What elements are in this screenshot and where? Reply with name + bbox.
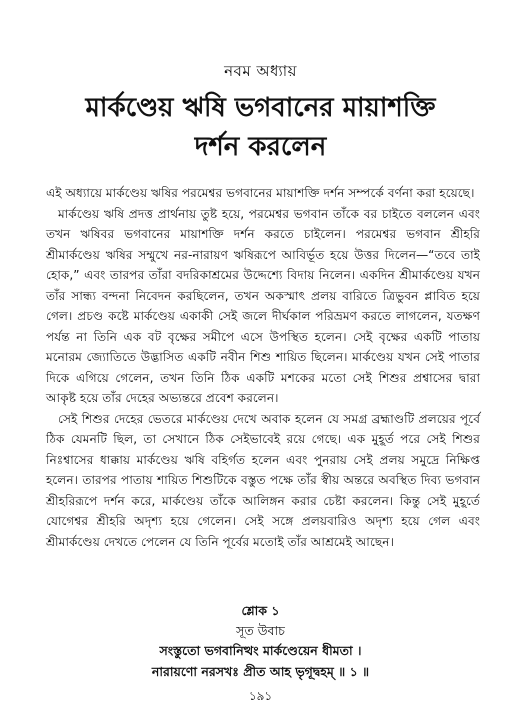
summary-paragraph-1: এই অধ্যায়ে মার্কণ্ডেয় ঋষির পরমেশ্বর ভগবানের মায়াশক্তি দর্শন সম্পর্কে বর্ণনা করা হয়েছে।	[46, 186, 475, 200]
verse-heading: শ্লোক ১	[241, 603, 280, 618]
summary-paragraph-3: সেই শিশুর দেহের ভেতরে মার্কণ্ডেয় দেখে অবাক হলেন যে সমগ্র ব্রহ্মাণ্ডটি প্রলয়ের পূর্বে ঠিক যেমনটি ছিল, তা সেখানে ঠিক সেইভাবেই রয়ে গেছে। এক মুহূর্ত পরে সেই শিশুর নিঃশ্বাসের ধাক্কায় মার্কণ্ডেয় ঋষি বহির্গত হলেন এবং পুনরায় সেই প্রলয় সমুদ্রে নিক্ষিপ্ত হলেন। তারপর পাতায় শায়িত শিশুটিকে বস্তুত পক্ষে তাঁর স্বীয় অন্তরে অবস্থিত দিব্য ভগবান শ্রীহরিরূপে দর্শন করে, মার্কণ্ডেয় তাঁকে আলিঙ্গন করার চেষ্টা করলেন। কিন্তু সেই মুহূর্তে যোগেশ্বর শ্রীহরি অদৃশ্য হয়ে গেলেন। সেই সঙ্গে প্রলয়বারিও অদৃশ্য হয়ে গেল এবং শ্রীমার্কণ্ডেয় দেখতে পেলেন যে তিনি পূর্বের মতোই তাঁর আশ্রমেই আছেন।	[46, 411, 480, 549]
verse-speaker: সূত উবাচ	[236, 623, 285, 638]
chapter-summary	[46, 183, 480, 552]
chapter-title-line-1: মার্কণ্ডেয় ঋষি ভগবানের মায়াশক্তি	[85, 93, 436, 123]
summary-paragraph-2: মার্কণ্ডেয় ঋষি প্রদত্ত প্রার্থনায় তুষ্ট হয়ে, পরমেশ্বর ভগবান তাঁকে বর চাইতে বললেন এবং তখন ঋষিবর ভগবানের মায়াশক্তি দর্শন করতে চাইলেন। পরমেশ্বর ভগবান শ্রীহরি শ্রীমার্কণ্ডেয় ঋষির সম্মুখে নর-নারায়ণ ঋষিরূপে আবির্ভূত হয়ে উত্তর দিলেন—“তবে তাই হোক,” এবং তারপর তাঁরা বদরিকাশ্রমের উদ্দেশ্যে বিদায় নিলেন। একদিন শ্রীমার্কণ্ডেয় যখন তাঁর সান্ধ্য বন্দনা নিবেদন করছিলেন, তখন অকস্মাৎ প্রলয় বারিতে ত্রিভুবন প্লাবিত হয়ে গেল। প্রচণ্ড কষ্টে মার্কণ্ডেয় একাকী সেই জলে দীর্ঘকাল পরিভ্রমণ করতে লাগলেন, যতক্ষণ পর্যন্ত না তিনি এক বট বৃক্ষের সমীপে এসে উপস্থিত হলেন। সেই বৃক্ষের একটি পাতায় মনোরম জ্যোতিতে উদ্ভাসিত একটি নবীন শিশু শায়িত ছিলেন। মার্কণ্ডেয় যখন সেই পাতার দিকে এগিয়ে গেলেন, তখন তিনি ঠিক একটি মশকের মতো সেই শিশুর প্রশ্বাসের দ্বারা আকৃষ্ট হয়ে তাঁর দেহের অভ্যন্তরে প্রবেশ করলেন।	[46, 206, 480, 405]
verse-line-1: সংস্তুতো ভগবানিত্থং মার্কণ্ডেয়েন ধীমতা ।	[159, 643, 362, 658]
page-number: ১৯১	[248, 689, 273, 703]
chapter-heading: নবম অধ্যায়	[224, 62, 297, 80]
chapter-title-line-2: দর্শন করলেন	[194, 132, 327, 162]
verse-line-2: নারায়ণো নরসখঃ প্রীত আহ ভৃগূদ্বহম্ ॥ ১ ॥	[151, 664, 370, 679]
